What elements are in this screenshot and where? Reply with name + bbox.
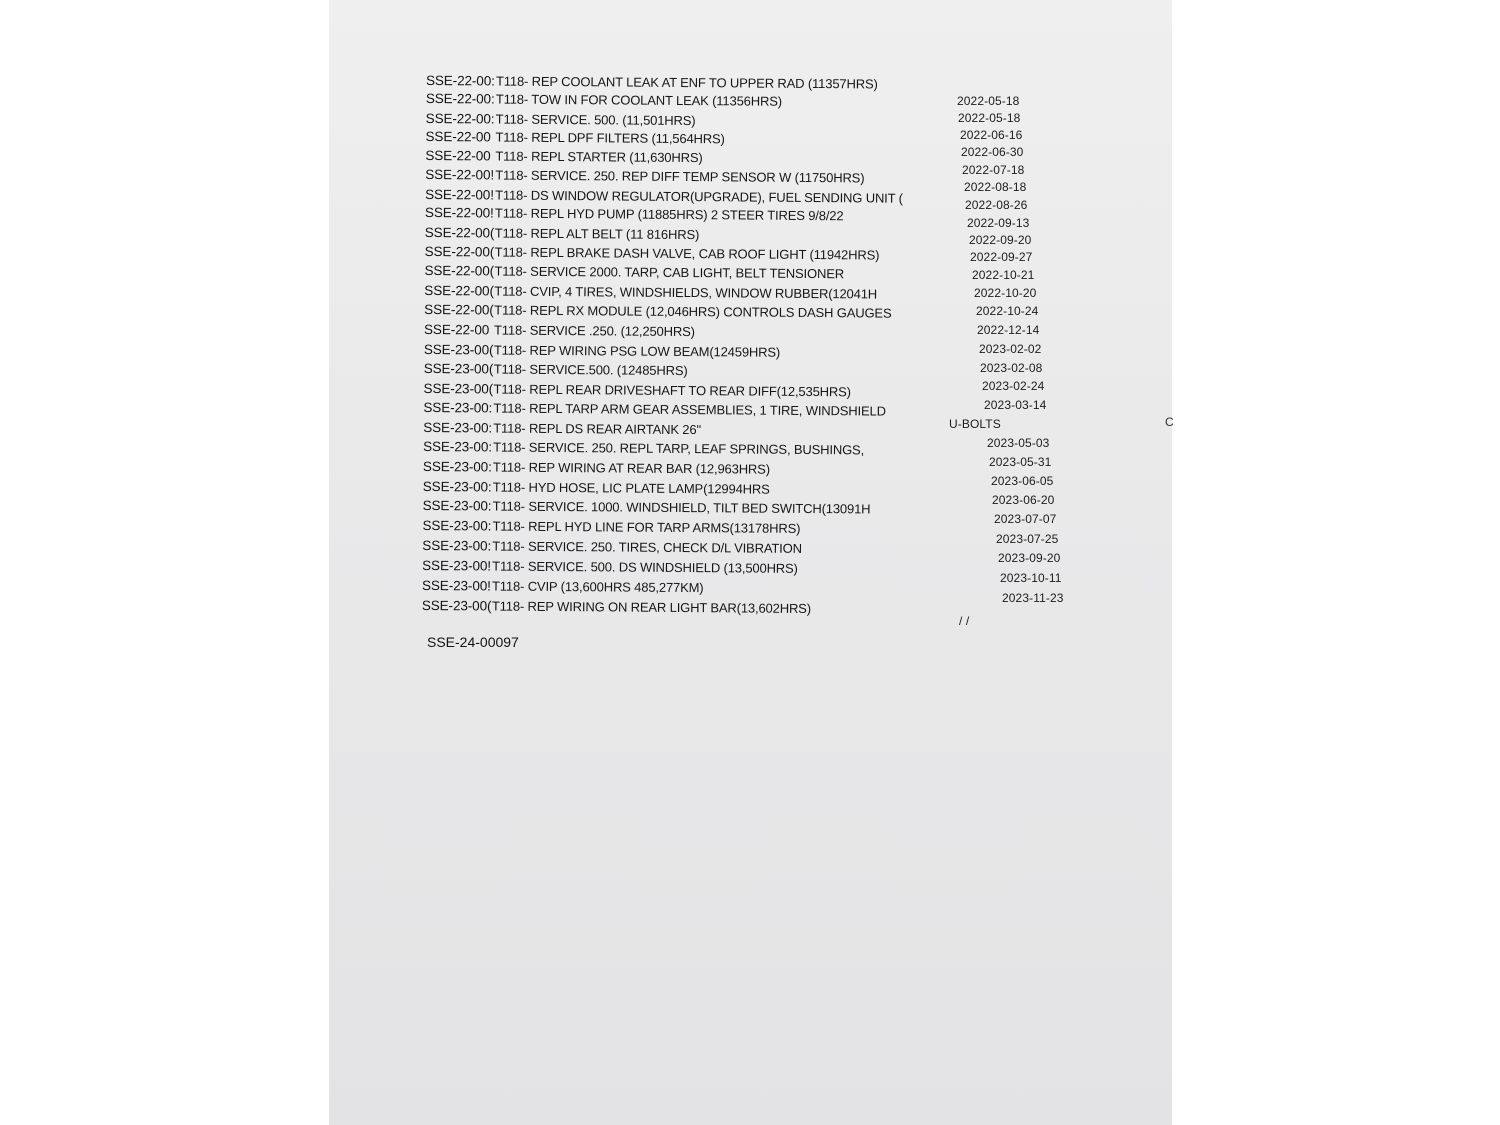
- record-date: 2023-09-20: [998, 551, 1061, 565]
- record-date: 2023-03-14: [984, 398, 1047, 412]
- record-date: 2022-09-20: [969, 233, 1032, 247]
- record-description: T118- REP WIRING ON REAR LIGHT BAR(13,602HRS): [491, 598, 811, 617]
- record-description: T118- REPL DS REAR AIRTANK 26": [493, 420, 702, 438]
- record-code: SSE-22-00(: [424, 243, 495, 260]
- record-date: 2022-09-13: [967, 216, 1030, 230]
- record-code: SSE-23-00(: [423, 380, 494, 397]
- record-code: SSE-22-00!: [424, 204, 494, 221]
- record-description: T118- REPL BRAKE DASH VALVE, CAB ROOF LIGHT (11942HRS): [494, 244, 880, 263]
- paper-sheet: [329, 0, 1172, 1125]
- record-description: T118- CVIP (13,600HRS 485,277KM): [491, 578, 704, 596]
- record-date: 2023-02-02: [979, 342, 1042, 356]
- record-description: T118- REPL RX MODULE (12,046HRS) CONTROLS DASH GAUGES: [494, 302, 892, 321]
- record-code: SSE-23-00:: [422, 517, 492, 534]
- record-code: SSE-23-00(: [423, 360, 494, 377]
- record-code: SSE-23-00:: [423, 399, 493, 416]
- record-date: 2022-09-27: [970, 250, 1033, 264]
- record-description: T118- REPL STARTER (11,630HRS): [495, 148, 703, 166]
- record-date: 2023-11-23: [1002, 591, 1064, 605]
- record-code: SSE-23-00:: [422, 478, 492, 495]
- record-code: SSE-23-00(: [421, 597, 492, 614]
- record-code: SSE-23-00:: [423, 419, 493, 436]
- cut-off-character: C: [1165, 415, 1174, 429]
- record-code: SSE-22-00: [425, 128, 491, 145]
- record-description: T118- CVIP, 4 TIRES, WINDSHIELDS, WINDOW RUBBER(12041H: [494, 283, 878, 302]
- record-description: T118- SERVICE. 250. TIRES, CHECK D/L VIBRATION: [492, 538, 802, 556]
- record-code: SSE-22-00(: [424, 262, 495, 279]
- record-code: SSE-23-00:: [422, 458, 492, 475]
- record-description: T118- SERVICE. 1000. WINDSHIELD, TILT BED SWITCH(13091H: [492, 498, 871, 517]
- record-date: 2023-06-20: [992, 493, 1055, 507]
- record-description: T118- DS WINDOW REGULATOR(UPGRADE), FUEL SENDING UNIT (: [495, 187, 903, 206]
- record-date: U-BOLTS: [949, 417, 1001, 431]
- record-description: T118- SERVICE .250. (12,250HRS): [493, 322, 695, 340]
- record-description: T118- REP WIRING AT REAR BAR (12,963HRS): [492, 459, 770, 477]
- record-date: 2023-07-07: [994, 512, 1057, 526]
- record-code: SSE-22-00(: [424, 282, 494, 299]
- record-date: 2023-10-11: [1000, 571, 1062, 585]
- record-description: T118- REP WIRING PSG LOW BEAM(12459HRS): [493, 342, 781, 360]
- record-date: 2022-07-18: [962, 163, 1025, 177]
- record-date: 2023-02-24: [982, 379, 1045, 393]
- record-description: T118- REPL REAR DRIVESHAFT TO REAR DIFF(12,535HRS): [493, 381, 851, 400]
- record-code: SSE-22-00(: [424, 224, 495, 241]
- record-description: T118- SERVICE 2000. TARP, CAB LIGHT, BELT TENSIONER: [494, 263, 845, 282]
- record-date: 2022-05-18: [958, 111, 1021, 125]
- record-code: SSE-23-00!: [421, 577, 491, 594]
- record-description: T118- SERVICE. 250. REPL TARP, LEAF SPRINGS, BUSHINGS,: [493, 439, 865, 458]
- record-code: SSE-22-00: [425, 147, 491, 164]
- record-description: T118- SERVICE.500. (12485HRS): [493, 361, 688, 379]
- record-description: T118- TOW IN FOR COOLANT LEAK (11356HRS): [495, 91, 783, 109]
- record-date: 2022-05-18: [957, 94, 1020, 108]
- record-description: T118- REPL TARP ARM GEAR ASSEMBLIES, 1 TIRE, WINDSHIELD: [493, 400, 886, 419]
- record-date: 2023-05-03: [987, 436, 1050, 450]
- record-date: 2023-06-05: [991, 474, 1054, 488]
- record-description: T118- REPL HYD LINE FOR TARP ARMS(13178HRS): [492, 518, 801, 536]
- record-code: SSE-22-00:: [425, 110, 495, 127]
- record-code: SSE-22-00: [423, 321, 490, 338]
- record-description: T118- REPL HYD PUMP (11885HRS) 2 STEER TIRES 9/8/22: [494, 205, 844, 224]
- record-description: T118- SERVICE. 250. REP DIFF TEMP SENSOR W (11750HRS): [495, 167, 865, 186]
- record-description: T118- SERVICE. 500. (11,501HRS): [495, 111, 696, 129]
- record-date: 2022-12-14: [977, 323, 1040, 337]
- record-code: SSE-23-00:: [422, 537, 492, 554]
- record-description: T118- REP COOLANT LEAK AT ENF TO UPPER RAD (11357HRS): [495, 73, 878, 92]
- record-code: SSE-23-00:: [422, 497, 492, 514]
- record-date: 2023-02-08: [980, 361, 1043, 375]
- record-date: 2022-10-20: [974, 286, 1037, 300]
- record-date: 2022-08-18: [964, 180, 1027, 194]
- record-date: 2022-10-24: [976, 304, 1039, 318]
- record-date: 2022-10-21: [972, 268, 1035, 282]
- record-date: 2022-06-30: [961, 145, 1024, 159]
- record-code: SSE-22-00!: [425, 166, 495, 183]
- record-code: SSE-22-00:: [425, 72, 495, 89]
- record-date: 2022-08-26: [965, 198, 1028, 212]
- record-code: SSE-22-00!: [425, 186, 494, 203]
- record-code: SSE-23-00:: [423, 438, 492, 455]
- record-description: T118- HYD HOSE, LIC PLATE LAMP(12994HRS: [492, 479, 770, 497]
- record-date: 2022-06-16: [960, 128, 1023, 142]
- record-description: T118- REPL DPF FILTERS (11,564HRS): [495, 129, 725, 147]
- record-code: SSE-23-00!: [422, 557, 492, 574]
- record-code: SSE-22-00(: [424, 301, 494, 318]
- record-date: 2023-05-31: [989, 455, 1052, 469]
- record-description: T118- SERVICE. 500. DS WINDSHIELD (13,500HRS): [492, 558, 798, 576]
- record-description: T118- REPL ALT BELT (11 816HRS): [494, 225, 700, 243]
- record-date: 2023-07-25: [996, 532, 1059, 546]
- record-code: SSE-22-00:: [425, 90, 495, 107]
- blank-date: / /: [959, 614, 970, 628]
- record-code: SSE-23-00(: [423, 341, 494, 358]
- last-record-code: SSE-24-00097: [427, 634, 519, 650]
